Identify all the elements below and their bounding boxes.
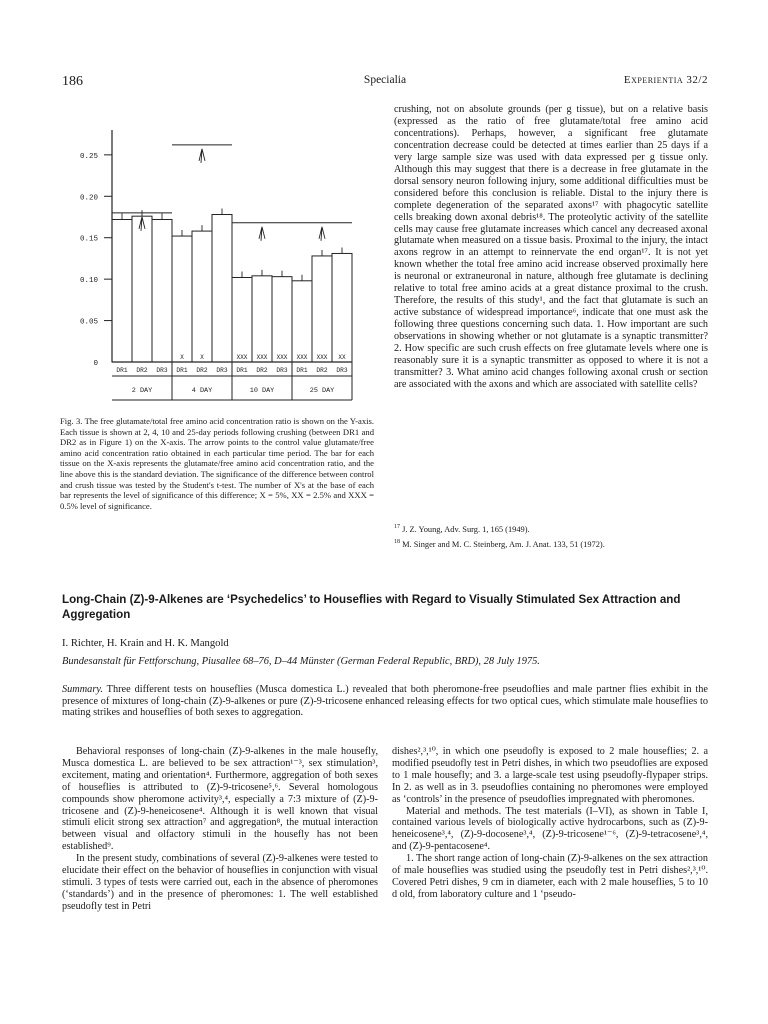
- bar: [252, 276, 272, 362]
- summary-text: Three different tests on houseflies (Musca domestica L.) revealed that both pheromone-free pseudoflies and male partner flies exhibit in the presence of mixtures of long-chain (Z)-9-alkenes or pure (Z)-9-tricosene enhanced releasing effects for two optical cues, which stimulate male houseflies to mating strikes and houseflies of both sexes to aggregation.: [62, 684, 708, 719]
- y-tick-label: 0: [93, 360, 98, 368]
- y-tick-label: 0.15: [79, 235, 98, 244]
- significance-mark: X: [200, 354, 204, 361]
- y-tick-label: 0.20: [79, 194, 98, 203]
- category-label: DR1: [116, 367, 128, 374]
- bar: [212, 215, 232, 362]
- category-label: DR1: [176, 367, 188, 374]
- bar: [332, 253, 352, 362]
- category-label: DR2: [316, 367, 328, 374]
- y-tick-label: 0.05: [79, 318, 98, 327]
- bar: [152, 219, 172, 362]
- right-column-text: crushing, not on absolute grounds (per g tissue), but on a relative basis (expressed as the ratio of free glutamate/total free amino acid concentrations). Perhaps, however, a significant free glutamate concentration decrease could be detected at times earlier than 25 days if a very large sample size was used with data expressed per g tissue only. Although this may suggest that there is a decrease in free glutamate in the dorsal sensory neuron following injury, some additional difficulties must be considered before this conclusion is reliable. Distal to the injury there is complete degeneration of the separated axons¹⁷ with phagocytic satellite cells breaking down axonal debris¹⁸. The proteolytic activity of the satellite cells may cause free glutamate increases which cancel any decreased axonal glutamate when measured on a tissue basis. Proximal to the injury, the intact axons regrow in an attempt to reinnervate the end organ¹⁷. It is not yet known whether the total free amino acid increase observed proximally here is neuronal or extraneuronal in nature, although free glutamate is declining relative to total free amino acids at a great distance proximal to the crush. Therefore, the results of this study¹, and the fact that glutamate is such an active substance of widespread importance⁶, indicate that one must ask the following three questions concerning such data. 1. How important are such observations in showing whether or not glutamate is a synaptic transmitter? 2. How specific are such crush effects on free glutamate levels where one is reasonably sure it is a synaptic transmitter as opposed to where it is not a transmitter? 3. What amino acid changes following axonal crush or section are associated with the axons and which are associated with satellite cells?: [394, 104, 708, 390]
- significance-mark: XX: [338, 354, 346, 361]
- bar: [272, 277, 292, 362]
- bar: [292, 281, 312, 362]
- bar: [112, 219, 132, 362]
- article-affiliation: Bundesanstalt für Fettforschung, Piusallee 68–76, D–44 Münster (German Federal Republic, BRD), 28 July 1975.: [62, 656, 540, 667]
- bar: [312, 256, 332, 362]
- references: [394, 521, 708, 551]
- significance-mark: XXX: [256, 354, 268, 361]
- reference-17: $^{17}$ J. Z. Young, Adv. Surg. 1, 165 (1949).: [394, 524, 530, 534]
- control-arrow: [139, 217, 145, 231]
- category-label: DR2: [256, 367, 268, 374]
- category-label: DR2: [196, 367, 208, 374]
- paragraph: 1. The short range action of long-chain (Z)-9-alkenes on the sex attraction of male houseflies was studied using the pseudofly test in Petri dishes²,³,¹⁰. Covered Petri dishes, 9 cm in diameter, each with 2 male houseflies, 5 to 10 d old, from laboratory culture and 1 ‘pseudo-: [392, 853, 708, 900]
- group-label: 4 DAY: [191, 387, 213, 395]
- article-summary: [62, 684, 708, 719]
- bar: [232, 277, 252, 362]
- reference-18: $^{18}$ M. Singer and M. C. Steinberg, Am. J. Anat. 133, 51 (1972).: [394, 538, 605, 549]
- bar: [172, 236, 192, 362]
- group-label: 2 DAY: [131, 387, 153, 395]
- page-header: [62, 74, 708, 92]
- bar: [192, 231, 212, 362]
- control-arrow: [259, 227, 265, 241]
- bar: [132, 216, 152, 362]
- significance-mark: XXX: [276, 354, 288, 361]
- category-label: DR1: [236, 367, 248, 374]
- article-right-column: [392, 746, 708, 901]
- control-arrow: [199, 149, 205, 163]
- category-label: DR3: [156, 367, 168, 374]
- category-label: DR3: [276, 367, 288, 374]
- summary-label: Summary.: [62, 684, 103, 695]
- figure-caption: Fig. 3. The free glutamate/total free amino acid concentration ratio is shown on the Y-axis. Each tissue is shown at 2, 4, 10 and 25-day periods following crushing (between DR1 and DR2 as in Figure 1) on the X-axis. The arrow points to the control value glutamate/free amino acid concentration ratio obtained in each particular time period. The bar for each tissue on the X-axis represents the glutamate/free amino acid concentration ratio, and the line above this is the standard deviation. The significance of the difference between control and crush tissue was tested by the Student's t-test. The number of X's at the base of each bar represents the level of significance of this difference; X = 5%, XX = 2.5% and XXX = 0.5% level of significance.: [60, 416, 374, 511]
- category-label: DR1: [296, 367, 308, 374]
- significance-mark: XXX: [236, 354, 248, 361]
- chart-labels: [80, 153, 348, 395]
- article-authors: I. Richter, H. Krain and H. K. Mangold: [62, 638, 229, 649]
- control-arrow: [319, 227, 325, 241]
- category-label: DR3: [336, 367, 348, 374]
- chart-axes: [104, 130, 352, 400]
- significance-mark: XXX: [316, 354, 328, 361]
- article-left-column: [62, 746, 378, 913]
- group-label: 10 DAY: [249, 387, 275, 395]
- paragraph: Behavioral responses of long-chain (Z)-9-alkenes in the male housefly, Musca domestica L. are believed to be sex attraction¹⁻³, sex stimulation³, excitement, mating and orientation⁴. Furthermore, aggregation of both sexes of houseflies is attributed to (Z)-9-tricosene⁵,⁶. Several homologous compounds show pheromone activity³,⁴, especially a 7:3 mixture of (Z)-9-tricosene and (Z)-9-heneicosene⁴. Although it is well known that visual stimuli elicit strong sex attraction⁷ and aggregation⁸, the mutual interaction between visual and olfactory stimuli in the housefly has not been established⁹.: [62, 746, 378, 853]
- group-label: 25 DAY: [309, 387, 335, 395]
- paragraph: Material and methods. The test materials (I–VI), as shown in Table I, contained various levels of biologically active hydrocarbons, such as (Z)-9-heneicosene³,⁴, (Z)-9-docosene³,⁴, (Z)-9-tricosene¹⁻⁶, (Z)-9-tetracosene³,⁴, and (Z)-9-pentacosene⁴.: [392, 805, 708, 853]
- y-tick-label: 0.25: [79, 152, 98, 161]
- page-number: 186: [62, 74, 83, 89]
- significance-mark: X: [180, 354, 184, 361]
- chart-bars: [112, 209, 352, 362]
- y-tick-label: 0.10: [79, 277, 98, 286]
- paragraph: In the present study, combinations of several (Z)-9-alkenes were tested to elucidate their effect on the behavior of houseflies in conjunction with visual stimuli. 3 types of tests were carried out, each in the absence of pheromones (‘standards’) and in the presence of pheromones: 1. The well established pseudofly test in Petri: [62, 853, 378, 912]
- significance-mark: XXX: [296, 354, 308, 361]
- category-label: DR3: [216, 367, 228, 374]
- category-label: DR2: [136, 367, 148, 374]
- section-label: Specialia: [363, 74, 407, 86]
- journal-label: Experientia 32/2: [623, 74, 708, 86]
- paragraph: dishes²,³,¹⁰, in which one pseudofly is exposed to 2 male houseflies; 2. a modified pseudofly test in Petri dishes, in which two pseudoflies are exposed to 1 male housefly; and 3. a large-scale test using pseudofly-flypaper strips. In 2. as well as in 3. pseudoflies containing no pheromones were employed as ‘controls’ in the presence of pseudoflies impregnated with pheromones.: [392, 746, 708, 805]
- article-title: Long-Chain (Z)-9-Alkenes are ‘Psychedelics’ to Houseflies with Regard to Visually Stimulated Sex Attraction and Aggregation: [62, 593, 681, 621]
- bar-chart: [60, 100, 372, 406]
